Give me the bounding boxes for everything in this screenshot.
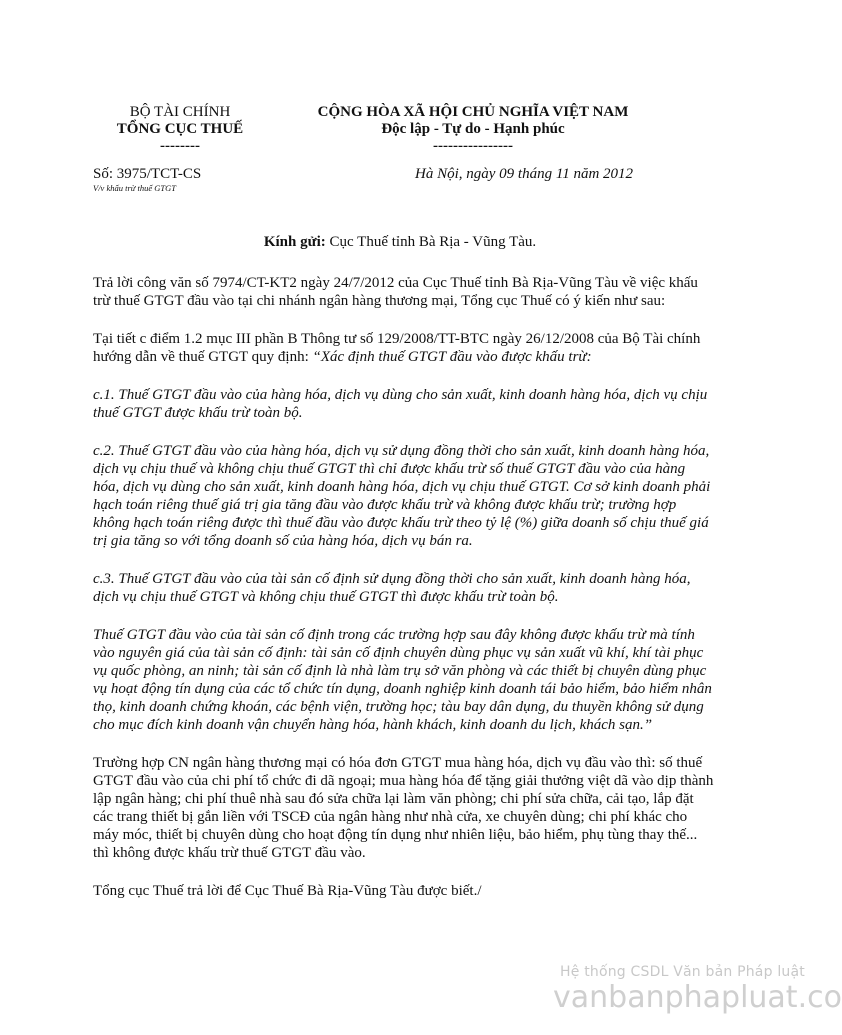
paragraph-reply: Trả lời công văn số 7974/CT-KT2 ngày 24/7/2012 của Cục Thuế tỉnh Bà Rịa-Vũng Tàu về việc khấu trừ thuế GTGT đầu vào tại chi nhánh ngân hàng thương mại, Tổng cục Thuế có ý kiến như sau:	[93, 275, 698, 309]
ministry-name: BỘ TÀI CHÍNH	[129, 104, 231, 120]
paragraph-closing: Tổng cục Thuế trả lời để Cục Thuế Bà Rịa-Vũng Tàu được biết./	[93, 883, 482, 899]
watermark-caption: Hệ thống CSDL Văn bản Pháp luật	[560, 964, 805, 980]
paragraph-c3: c.3. Thuế GTGT đầu vào của tài sản cố định sử dụng đồng thời cho sản xuất, kinh doanh hàng hóa, dịch vụ chịu thuế GTGT và không chịu thuế GTGT thì được khấu trừ toàn bộ.	[93, 571, 691, 605]
paragraph-c1: c.1. Thuế GTGT đầu vào của hàng hóa, dịch vụ dùng cho sản xuất, kinh doanh hàng hóa, dịch vụ chịu thuế GTGT được khấu trừ toàn bộ.	[93, 387, 708, 421]
paragraph-fixed-assets: Thuế GTGT đầu vào của tài sản cố định trong các trường hợp sau đây không được khấu trừ mà tính vào nguyên giá của tài sản cố định: tài sản cố định chuyên dùng phục vụ sản xuất vũ khí, khí tài phục vụ quốc phòng, an ninh; tài sản cố định là nhà làm trụ sở văn phòng và các thiết bị chuyên dùng phục vụ hoạt động tín dụng của các tổ chức tín dụng, doanh nghiệp kinh doanh tái bảo hiểm, bảo hiểm nhân thọ, kinh doanh chứng khoán, các bệnh viện, trường học; tàu bay dân dụng, du thuyền không sử dụng cho mục đích kinh doanh vận chuyển hàng hóa, hành khách, kinh doanh du lịch, khách sạn.”	[93, 627, 712, 733]
issue-date: Hà Nội, ngày 09 tháng 11 năm 2012	[415, 166, 634, 182]
greeting-recipient: Cục Thuế tỉnh Bà Rịa - Vũng Tàu.	[325, 234, 537, 250]
paragraph-case: Trường hợp CN ngân hàng thương mại có hóa đơn GTGT mua hàng hóa, dịch vụ đầu vào thì: số thuế GTGT đầu vào của chi phí tổ chức đi dã ngoại; mua hàng hóa để tặng giải thưởng việt dã vào dịp thành lập ngân hàng; chi phí thuê nhà sau đó sửa chữa lại làm văn phòng; chi phí sửa chữa, cải tạo, lắp đặt các trang thiết bị gắn liền với TSCĐ của ngân hàng như nhà cửa, xe chuyên dùng; chi phí khác cho máy móc, thiết bị chuyên dùng cho hoạt động tín dụng như nhiên liệu, bảo hiểm, phụ tùng thay thế... thì không được khấu trừ thuế GTGT đầu vào.	[93, 755, 714, 861]
department-name: TỔNG CỤC THUẾ	[116, 121, 244, 137]
national-header	[283, 104, 663, 155]
regulation-quote-start: “Xác định thuế GTGT đầu vào được khấu trừ:	[312, 349, 592, 365]
document-body	[93, 274, 715, 920]
greeting-label: Kính gửi:	[263, 234, 326, 250]
country-name: CỘNG HÒA XÃ HỘI CHỦ NGHĨA VIỆT NAM	[317, 104, 629, 120]
document-number: Số: 3975/TCT-CS	[93, 166, 202, 182]
greeting-line	[0, 234, 800, 251]
motto-divider: ----------------	[433, 138, 513, 154]
document-subject: V/v khấu trừ thuế GTGT	[93, 183, 177, 193]
regulation-text: Tại tiết c điểm 1.2 mục III phần B Thông tư số 129/2008/TT-BTC ngày 26/12/2008 của Bộ Tài chính hướng dẫn về thuế GTGT quy định:	[93, 331, 701, 365]
watermark-site: vanbanphapluat.co	[553, 980, 842, 1015]
issuer-divider: --------	[160, 138, 200, 154]
issuer-block	[85, 104, 275, 155]
paragraph-regulation	[93, 330, 715, 366]
paragraph-c2: c.2. Thuế GTGT đầu vào của hàng hóa, dịch vụ sử dụng đồng thời cho sản xuất, kinh doanh hàng hóa, dịch vụ chịu thuế và không chịu thuế GTGT thì chỉ được khấu trừ số thuế GTGT đầu vào của hàng hóa, dịch vụ dùng cho sản xuất, kinh doanh hàng hóa, dịch vụ chịu thuế GTGT. Cơ sở kinh doanh phải hạch toán riêng thuế giá trị gia tăng đầu vào được khấu trừ và không được khấu trừ; trường hợp không hạch toán riêng được thì thuế đầu vào được khấu trừ theo tỷ lệ (%) giữa doanh số chịu thuế giá trị gia tăng so với tổng doanh số của hàng hóa, dịch vụ bán ra.	[93, 443, 711, 549]
national-motto: Độc lập - Tự do - Hạnh phúc	[381, 121, 565, 137]
